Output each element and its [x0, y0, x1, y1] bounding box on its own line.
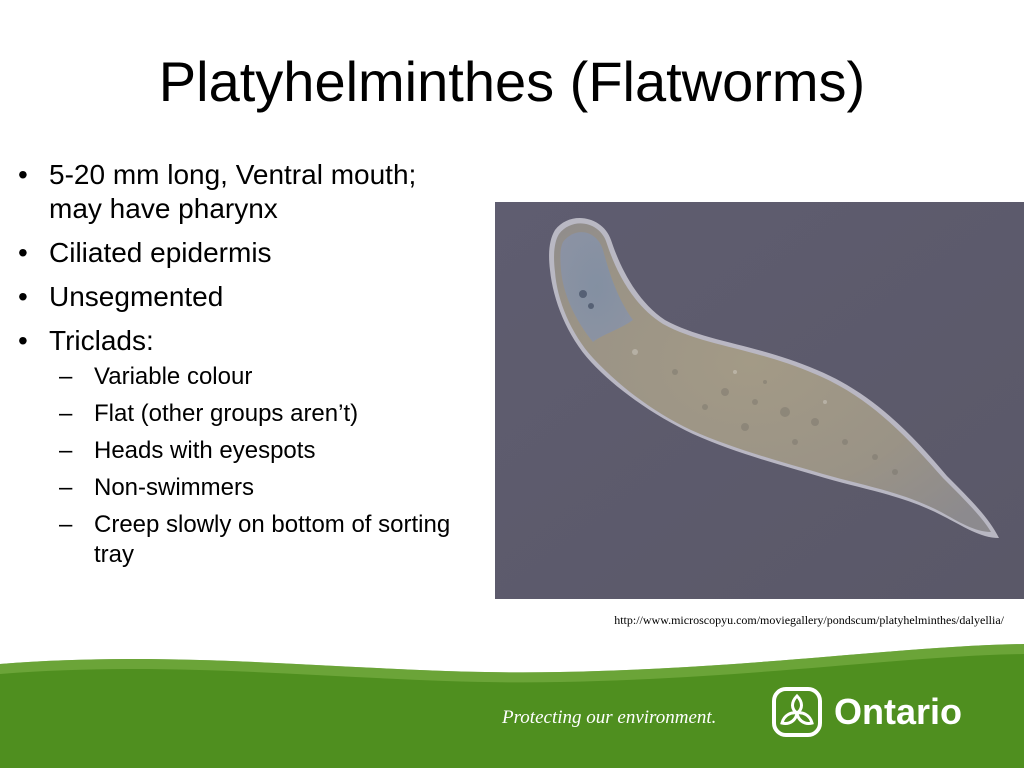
footer-tagline: Protecting our environment.: [502, 707, 717, 728]
bullet-text: Unsegmented: [49, 281, 224, 312]
sub-bullet-item: [49, 510, 464, 570]
bullet-glyph: •: [18, 237, 28, 268]
sub-bullet-text: Heads with eyespots: [94, 437, 316, 464]
image-credit-url: http://www.microscopyu.com/moviegallery/pondscum/platyhelminthes/dalyellia/: [614, 613, 1004, 627]
slide-title: Platyhelminthes (Flatworms): [158, 50, 866, 113]
sub-bullet-text: Flat (other groups aren’t): [94, 400, 359, 427]
sub-bullet-item: [49, 399, 464, 429]
sub-bullet-text: Variable colour: [94, 363, 253, 390]
trillium-logo-icon: [772, 687, 822, 737]
sub-bullet-text: Non-swimmers: [94, 474, 255, 501]
sub-bullet-glyph: –: [59, 474, 73, 501]
sub-bullet-item: [49, 362, 464, 392]
sub-bullet-glyph: –: [59, 363, 73, 390]
sub-bullet-list: [49, 362, 464, 570]
bullet-glyph: •: [18, 159, 28, 190]
bullet-glyph: •: [18, 281, 28, 312]
bullet-glyph: •: [18, 325, 28, 356]
flatworm-micrograph: [495, 202, 1024, 599]
bullet-text: Triclads:: [49, 325, 154, 356]
sub-bullet-text: Creep slowly on bottom of sorting tray: [94, 511, 451, 568]
bullet-item: [14, 324, 464, 570]
sub-bullet-item: [49, 436, 464, 466]
bullet-item: [14, 158, 464, 226]
sub-bullet-item: [49, 473, 464, 503]
ontario-brand: Ontario: [834, 691, 963, 732]
bullet-list: [14, 158, 464, 580]
bullet-text: Ciliated epidermis: [49, 237, 272, 268]
bullet-item: [14, 236, 464, 270]
sub-bullet-glyph: –: [59, 437, 73, 464]
sub-bullet-glyph: –: [59, 400, 73, 427]
bullet-item: [14, 280, 464, 314]
bullet-text: 5-20 mm long, Ventral mouth; may have pharynx: [49, 159, 417, 224]
sub-bullet-glyph: –: [59, 511, 73, 538]
